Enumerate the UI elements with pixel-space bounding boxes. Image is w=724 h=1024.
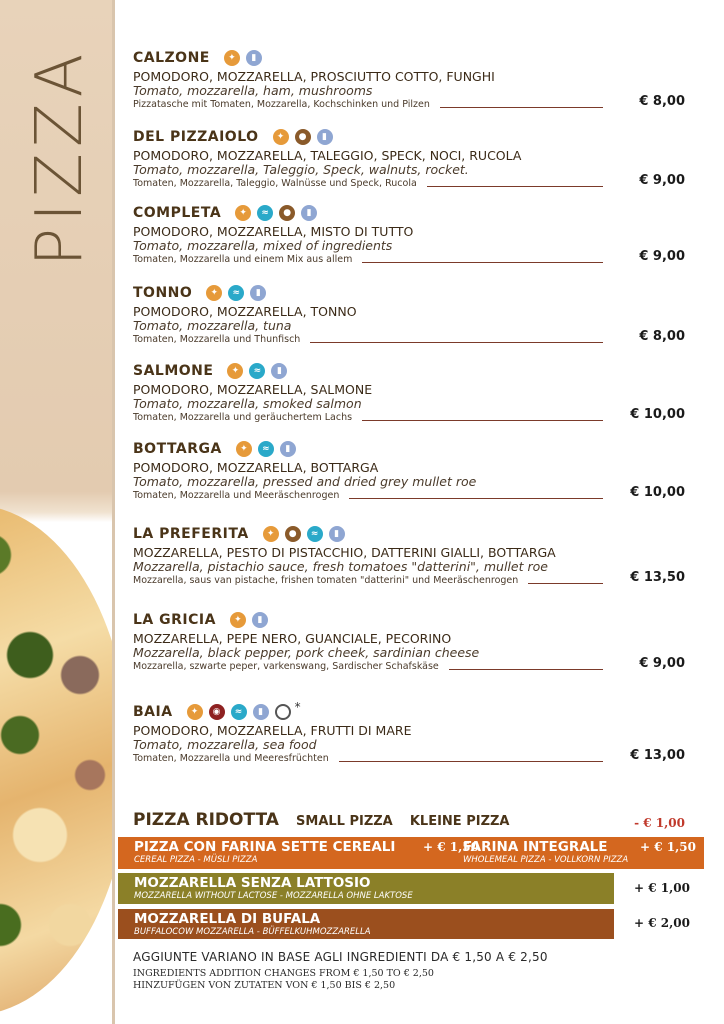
ridotta-price: - € 1,00: [634, 816, 685, 830]
allergen-icons: [230, 612, 268, 628]
price-leader-line: [310, 342, 603, 343]
notes-en: INGREDIENTS ADDITION CHANGES FROM € 1,50 TO € 2,50: [133, 968, 434, 979]
price-leader-line: [449, 669, 603, 670]
item-de-row: [133, 411, 685, 424]
lattosio-title: MOZZARELLA SENZA LATTOSIO: [134, 875, 371, 891]
gluten-icon: ✦: [230, 612, 246, 628]
item-price: € 13,00: [630, 748, 685, 763]
price-leader-line: [440, 107, 603, 108]
item-price: € 10,00: [630, 485, 685, 500]
item-price: € 13,50: [630, 570, 685, 585]
item-ingredients-en: Tomato, mozzarella, Taleggio, Speck, walnuts, rocket.: [133, 162, 469, 177]
item-ingredients-it: POMODORO, MOZZARELLA, PROSCIUTTO COTTO, FUNGHI: [133, 69, 495, 84]
nuts-icon: ●: [295, 129, 311, 145]
ridotta-de: KLEINE PIZZA: [409, 814, 510, 829]
lactose-icon: ▮: [317, 129, 333, 145]
item-de-row: [133, 253, 685, 266]
nuts-icon: ●: [279, 205, 295, 221]
item-ingredients-de: Tomaten, Mozzarella und einem Mix aus allem: [133, 254, 353, 265]
cereali-integrale-bar: [118, 837, 704, 869]
item-name-row: [133, 524, 685, 544]
menu-item: [133, 361, 685, 424]
fish-icon: ≈: [228, 285, 244, 301]
menu-item: [133, 203, 685, 266]
item-name: TONNO: [133, 285, 193, 301]
allergen-icons: [206, 285, 266, 301]
item-name: LA GRICIA: [133, 612, 216, 628]
gluten-icon: ✦: [206, 285, 222, 301]
item-ingredients-de: Pizzatasche mit Tomaten, Mozzarella, Kochschinken und Pilzen: [133, 99, 430, 110]
gluten-icon: ✦: [263, 526, 279, 542]
fish-icon: ≈: [231, 704, 247, 720]
item-ingredients-de: Tomaten, Mozzarella und Thunfisch: [133, 334, 301, 345]
price-leader-line: [362, 420, 603, 421]
item-ingredients-it: MOZZARELLA, PESTO DI PISTACCHIO, DATTERINI GIALLI, BOTTARGA: [133, 545, 556, 560]
additions-notes: [133, 950, 548, 992]
item-name-row: [133, 127, 685, 147]
bufala-price: + € 2,00: [634, 916, 690, 930]
item-price: € 9,00: [639, 249, 685, 264]
item-name: CALZONE: [133, 50, 210, 66]
item-name-row: [133, 610, 685, 630]
item-ingredients-en: Mozzarella, pistachio sauce, fresh tomatoes "datterini", mullet roe: [133, 559, 548, 574]
item-name: BAIA: [133, 704, 173, 720]
item-ingredients-it: POMODORO, MOZZARELLA, TONNO: [133, 304, 357, 319]
item-price: € 8,00: [639, 329, 685, 344]
item-ingredients-de: Tomaten, Mozzarella und geräuchertem Lachs: [133, 412, 353, 423]
item-ingredients-en: Tomato, mozzarella, smoked salmon: [133, 396, 362, 411]
integrale-price: + € 1,50: [640, 840, 696, 854]
item-ingredients-en: Mozzarella, black pepper, pork cheek, sardinian cheese: [133, 645, 480, 660]
item-ingredients-it: POMODORO, MOZZARELLA, MISTO DI TUTTO: [133, 224, 414, 239]
lactose-icon: ▮: [301, 205, 317, 221]
other-icon: [275, 704, 291, 720]
bufala-title: MOZZARELLA DI BUFALA: [134, 911, 321, 927]
item-ingredients-de: Tomaten, Mozzarella und Meeresfrüchten: [133, 753, 329, 764]
item-price: € 9,00: [639, 173, 685, 188]
item-ingredients-en: Tomato, mozzarella, sea food: [133, 737, 317, 752]
gluten-icon: ✦: [273, 129, 289, 145]
menu-item: [133, 48, 685, 111]
allergen-icons: [263, 526, 345, 542]
asterisk-icon: *: [294, 700, 301, 714]
item-de-row: [133, 333, 685, 346]
item-de-row: [133, 177, 685, 190]
item-de-row: [133, 660, 685, 673]
integrale-sub: WHOLEMEAL PIZZA - VOLLKORN PIZZA: [463, 855, 629, 865]
fish-icon: ≈: [249, 363, 265, 379]
lattosio-bar: [118, 873, 614, 904]
item-name-row: [133, 283, 685, 303]
item-name: BOTTARGA: [133, 441, 222, 457]
item-name: DEL PIZZAIOLO: [133, 129, 259, 145]
item-ingredients-en: Tomato, mozzarella, tuna: [133, 318, 292, 333]
bufala-sub: BUFFALOCOW MOZZARELLA - BÜFFELKUHMOZZARELLA: [134, 927, 371, 937]
item-de-row: [133, 98, 685, 111]
item-name-row: [133, 439, 685, 459]
ridotta-title: PIZZA RIDOTTA: [133, 810, 279, 830]
pizza-photo: [0, 505, 115, 1015]
lactose-icon: ▮: [253, 704, 269, 720]
item-name-row: [133, 48, 685, 68]
item-name: COMPLETA: [133, 205, 222, 221]
menu-item: [133, 702, 685, 765]
fish-icon: ≈: [257, 205, 273, 221]
fish-icon: ≈: [258, 441, 274, 457]
item-name: SALMONE: [133, 363, 214, 379]
lattosio-sub: MOZZARELLA WITHOUT LACTOSE - MOZZARELLA OHNE LAKTOSE: [134, 891, 413, 901]
item-ingredients-en: Tomato, mozzarella, ham, mushrooms: [133, 83, 373, 98]
gluten-icon: ✦: [235, 205, 251, 221]
ridotta-en: SMALL PIZZA: [296, 814, 393, 829]
pizza-ridotta-row: [133, 810, 693, 834]
menu-item: [133, 524, 685, 587]
price-leader-line: [427, 186, 603, 187]
allergen-icons: [227, 363, 287, 379]
item-ingredients-it: POMODORO, MOZZARELLA, FRUTTI DI MARE: [133, 723, 412, 738]
sidebar: [0, 0, 115, 1024]
item-ingredients-de: Tomaten, Mozzarella, Taleggio, Walnüsse und Speck, Rucola: [133, 178, 417, 189]
item-price: € 9,00: [639, 656, 685, 671]
price-leader-line: [349, 498, 603, 499]
notes-de: HINZUFÜGEN VON ZUTATEN VON € 1,50 BIS € 2,50: [133, 980, 396, 991]
lactose-icon: ▮: [250, 285, 266, 301]
lactose-icon: ▮: [246, 50, 262, 66]
item-ingredients-en: Tomato, mozzarella, mixed of ingredients: [133, 238, 393, 253]
nuts-icon: ●: [285, 526, 301, 542]
lactose-icon: ▮: [329, 526, 345, 542]
gluten-icon: ✦: [187, 704, 203, 720]
item-ingredients-en: Tomato, mozzarella, pressed and dried grey mullet roe: [133, 474, 477, 489]
item-ingredients-it: MOZZARELLA, PEPE NERO, GUANCIALE, PECORINO: [133, 631, 452, 646]
item-ingredients-it: POMODORO, MOZZARELLA, BOTTARGA: [133, 460, 379, 475]
item-price: € 10,00: [630, 407, 685, 422]
item-name: LA PREFERITA: [133, 526, 249, 542]
price-leader-line: [339, 761, 603, 762]
item-ingredients-de: Mozzarella, szwarte peper, varkenswang, Sardischer Schafskäse: [133, 661, 439, 672]
item-name-row: [133, 203, 685, 223]
menu-item: [133, 127, 685, 190]
integrale-title: FARINA INTEGRALE: [463, 839, 608, 855]
allergen-icons: [224, 50, 262, 66]
allergen-icons: [273, 129, 333, 145]
fish-icon: ≈: [307, 526, 323, 542]
allergen-icons: [235, 205, 317, 221]
item-name-row: [133, 702, 685, 722]
price-leader-line: [528, 583, 603, 584]
item-de-row: [133, 752, 685, 765]
cereali-sub: CEREAL PIZZA - MÜSLI PIZZA: [134, 855, 258, 865]
gluten-icon: ✦: [224, 50, 240, 66]
allergen-icons: [236, 441, 296, 457]
item-name-row: [133, 361, 685, 381]
menu-item: [133, 439, 685, 502]
lactose-icon: ▮: [280, 441, 296, 457]
cereali-title: PIZZA CON FARINA SETTE CEREALI: [134, 839, 396, 855]
item-de-row: [133, 489, 685, 502]
item-ingredients-de: Mozzarella, saus van pistache, frishen tomaten "datterini" und Meeräschenrogen: [133, 575, 519, 586]
item-de-row: [133, 574, 685, 587]
price-leader-line: [362, 262, 603, 263]
lattosio-price: + € 1,00: [634, 881, 690, 895]
lactose-icon: ▮: [271, 363, 287, 379]
notes-it: AGGIUNTE VARIANO IN BASE AGLI INGREDIENTI DA € 1,50 A € 2,50: [133, 950, 548, 964]
gluten-icon: ✦: [227, 363, 243, 379]
lactose-icon: ▮: [252, 612, 268, 628]
shell-icon: ◉: [209, 704, 225, 720]
gluten-icon: ✦: [236, 441, 252, 457]
cereali-price: + € 1,50: [423, 840, 479, 854]
section-title: PIZZA: [23, 47, 97, 267]
item-price: € 8,00: [639, 94, 685, 109]
menu-item: [133, 283, 685, 346]
allergen-icons: [187, 704, 291, 720]
menu-item: [133, 610, 685, 673]
item-ingredients-de: Tomaten, Mozzarella und Meeräschenrogen: [133, 490, 340, 501]
item-ingredients-it: POMODORO, MOZZARELLA, TALEGGIO, SPECK, NOCI, RUCOLA: [133, 148, 522, 163]
bufala-bar: [118, 909, 614, 939]
item-ingredients-it: POMODORO, MOZZARELLA, SALMONE: [133, 382, 373, 397]
